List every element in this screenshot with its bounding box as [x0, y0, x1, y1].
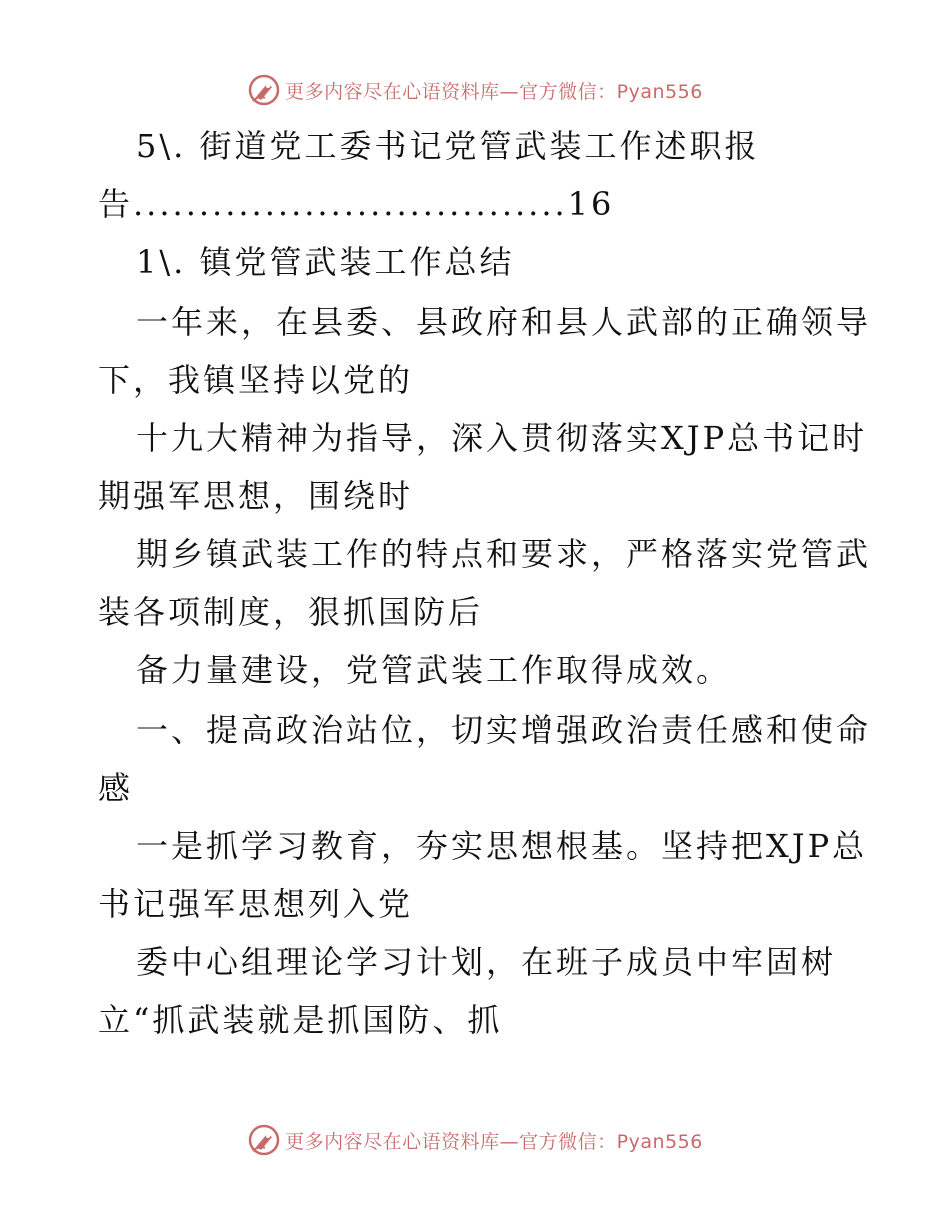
subsection-heading-cont: 感	[98, 769, 134, 807]
toc-entry-line: 5\. 街道党工委书记党管武装工作述职报	[136, 127, 760, 165]
paragraph-line: 一是抓学习教育，夯实思想根基。坚持把XJP总	[136, 827, 868, 865]
paragraph-line: 立“抓武装就是抓国防、抓	[98, 1001, 503, 1039]
header-watermark	[0, 70, 950, 110]
paragraph-line: 备力量建设，党管武装工作取得成效。	[136, 651, 732, 689]
toc-entry-dots-line: 告.................................16	[98, 185, 615, 223]
watermark-text: 更多内容尽在心语资料库—官方微信：Pyan556	[285, 1130, 703, 1153]
paragraph-line: 一年来，在县委、县政府和县人武部的正确领导	[136, 303, 872, 341]
section-heading: 1\. 镇党管武装工作总结	[136, 243, 515, 281]
pen-nib-circle-logo-icon	[247, 1123, 281, 1157]
paragraph-line: 装各项制度，狠抓国防后	[98, 593, 484, 631]
watermark-text: 更多内容尽在心语资料库—官方微信：Pyan556	[285, 80, 703, 103]
subsection-heading: 一、提高政治站位，切实增强政治责任感和使命	[136, 711, 872, 749]
paragraph-line: 委中心组理论学习计划，在班子成员中牢固树	[136, 943, 837, 981]
paragraph-line: 期乡镇武装工作的特点和要求，严格落实党管武	[136, 535, 872, 573]
footer-watermark	[0, 1120, 950, 1160]
paragraph-line: 下，我镇坚持以党的	[98, 361, 414, 399]
paragraph-line: 书记强军思想列入党	[98, 885, 414, 923]
paragraph-line: 十九大精神为指导，深入贯彻落实XJP总书记时	[136, 419, 868, 457]
paragraph-line: 期强军思想，围绕时	[98, 477, 414, 515]
pen-nib-circle-logo-icon	[247, 73, 281, 107]
